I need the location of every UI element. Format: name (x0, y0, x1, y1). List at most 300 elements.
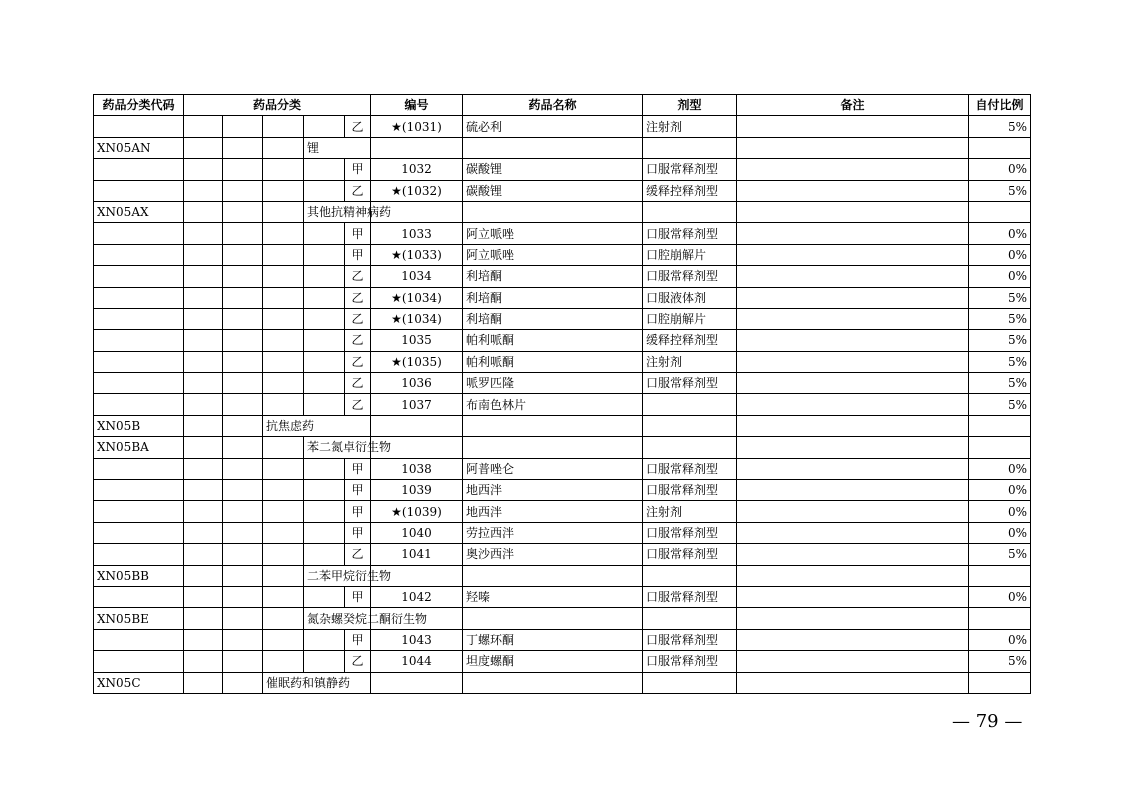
cell-copay (969, 415, 1031, 436)
cell-dosage-form: 口服液体剂 (643, 287, 737, 308)
cell-dosage-form (643, 201, 737, 222)
cell-grade: 乙 (345, 544, 371, 565)
cell-remark (737, 629, 969, 650)
cell-blank (304, 501, 345, 522)
cell-grade: 乙 (345, 308, 371, 329)
cell-drug-name: 羟嗪 (463, 586, 643, 607)
cell-blank (263, 116, 304, 137)
cell-blank (223, 180, 263, 201)
cell-dosage-form: 口腔崩解片 (643, 308, 737, 329)
cell-blank (263, 180, 304, 201)
cell-blank (263, 544, 304, 565)
cell-blank (263, 522, 304, 543)
cell-remark (737, 287, 969, 308)
cell-blank (223, 159, 263, 180)
cell-dosage-form: 口服常释剂型 (643, 266, 737, 287)
cell-number: 1044 (371, 651, 463, 672)
cell-blank (263, 351, 304, 372)
table-row (94, 351, 1031, 372)
cell-number: 1034 (371, 266, 463, 287)
cell-copay: 0% (969, 629, 1031, 650)
cell-blank (184, 586, 223, 607)
cell-blank (223, 672, 263, 693)
cell-blank (223, 586, 263, 607)
header-remark: 备注 (737, 95, 969, 116)
cell-number: ★(1039) (371, 501, 463, 522)
cell-grade: 甲 (345, 522, 371, 543)
cell-code: XN05BB (94, 565, 184, 586)
cell-blank (304, 159, 345, 180)
cell-dosage-form (643, 415, 737, 436)
cell-number: 1032 (371, 159, 463, 180)
cell-code: XN05BA (94, 437, 184, 458)
cell-blank (304, 394, 345, 415)
cell-drug-name (463, 565, 643, 586)
cell-copay (969, 137, 1031, 158)
cell-drug-name: 劳拉西泮 (463, 522, 643, 543)
cell-blank (223, 330, 263, 351)
cell-remark (737, 415, 969, 436)
cell-remark (737, 137, 969, 158)
header-number: 编号 (371, 95, 463, 116)
cell-copay (969, 437, 1031, 458)
table-row (94, 308, 1031, 329)
cell-number: 1035 (371, 330, 463, 351)
cell-dosage-form (643, 394, 737, 415)
cell-drug-name: 帕利哌酮 (463, 330, 643, 351)
cell-blank (304, 116, 345, 137)
cell-blank (184, 415, 223, 436)
table-row (94, 137, 1031, 158)
cell-blank (304, 351, 345, 372)
cell-blank (263, 458, 304, 479)
cell-copay (969, 608, 1031, 629)
cell-grade: 乙 (345, 180, 371, 201)
cell-copay: 0% (969, 223, 1031, 244)
cell-number: 1040 (371, 522, 463, 543)
cell-code (94, 244, 184, 265)
cell-copay: 5% (969, 373, 1031, 394)
cell-dosage-form: 缓释控释剂型 (643, 180, 737, 201)
cell-remark (737, 586, 969, 607)
cell-code (94, 544, 184, 565)
cell-blank (263, 137, 304, 158)
cell-drug-name: 阿普唑仑 (463, 458, 643, 479)
cell-blank (263, 201, 304, 222)
cell-drug-name: 布南色林片 (463, 394, 643, 415)
cell-code (94, 629, 184, 650)
cell-copay: 0% (969, 159, 1031, 180)
cell-grade: 乙 (345, 351, 371, 372)
cell-number: ★(1032) (371, 180, 463, 201)
cell-grade: 甲 (345, 586, 371, 607)
cell-grade: 甲 (345, 480, 371, 501)
table-row (94, 116, 1031, 137)
cell-remark (737, 672, 969, 693)
cell-category: 催眠药和镇静药 (263, 672, 371, 693)
cell-drug-name (463, 608, 643, 629)
cell-number (371, 137, 463, 158)
table-header-row (94, 95, 1031, 116)
cell-blank (304, 180, 345, 201)
cell-blank (184, 201, 223, 222)
cell-code (94, 287, 184, 308)
table-row (94, 672, 1031, 693)
cell-blank (184, 394, 223, 415)
cell-drug-name (463, 437, 643, 458)
cell-drug-name: 硫必利 (463, 116, 643, 137)
cell-code: XN05BE (94, 608, 184, 629)
cell-blank (184, 373, 223, 394)
cell-copay: 0% (969, 586, 1031, 607)
cell-blank (263, 629, 304, 650)
cell-blank (304, 373, 345, 394)
cell-drug-name (463, 415, 643, 436)
cell-blank (263, 394, 304, 415)
cell-blank (223, 287, 263, 308)
cell-copay: 0% (969, 501, 1031, 522)
cell-grade: 乙 (345, 394, 371, 415)
cell-blank (223, 116, 263, 137)
cell-drug-name: 碳酸锂 (463, 159, 643, 180)
cell-blank (304, 308, 345, 329)
table-row (94, 244, 1031, 265)
cell-blank (223, 458, 263, 479)
table-row (94, 180, 1031, 201)
cell-remark (737, 244, 969, 265)
table-row (94, 522, 1031, 543)
drug-table (93, 94, 1031, 694)
cell-grade: 乙 (345, 373, 371, 394)
cell-drug-name: 阿立哌唑 (463, 244, 643, 265)
cell-dosage-form: 口服常释剂型 (643, 586, 737, 607)
cell-category: 苯二氮卓衍生物 (304, 437, 371, 458)
cell-remark (737, 544, 969, 565)
cell-grade: 乙 (345, 266, 371, 287)
cell-blank (304, 287, 345, 308)
cell-blank (263, 308, 304, 329)
cell-copay: 5% (969, 287, 1031, 308)
cell-dosage-form: 口腔崩解片 (643, 244, 737, 265)
cell-remark (737, 501, 969, 522)
cell-remark (737, 116, 969, 137)
header-form: 剂型 (643, 95, 737, 116)
table-body (94, 116, 1031, 694)
cell-remark (737, 480, 969, 501)
table-row (94, 437, 1031, 458)
cell-blank (223, 544, 263, 565)
cell-dosage-form: 注射剂 (643, 501, 737, 522)
cell-grade: 甲 (345, 501, 371, 522)
cell-copay: 5% (969, 394, 1031, 415)
cell-dosage-form (643, 437, 737, 458)
cell-remark (737, 266, 969, 287)
table-row (94, 586, 1031, 607)
cell-category: 二苯甲烷衍生物 (304, 565, 371, 586)
cell-blank (304, 223, 345, 244)
table-row (94, 501, 1031, 522)
cell-remark (737, 351, 969, 372)
header-category: 药品分类 (184, 95, 371, 116)
cell-grade: 甲 (345, 159, 371, 180)
cell-drug-name (463, 137, 643, 158)
page-number: — 79 — (952, 711, 1023, 732)
cell-code (94, 480, 184, 501)
cell-code (94, 586, 184, 607)
cell-remark (737, 458, 969, 479)
cell-blank (304, 651, 345, 672)
cell-blank (263, 501, 304, 522)
cell-code: XN05AN (94, 137, 184, 158)
cell-blank (223, 522, 263, 543)
cell-code (94, 330, 184, 351)
cell-code (94, 223, 184, 244)
cell-blank (223, 480, 263, 501)
cell-remark (737, 565, 969, 586)
cell-blank (223, 394, 263, 415)
cell-blank (263, 373, 304, 394)
cell-blank (304, 330, 345, 351)
cell-blank (184, 223, 223, 244)
cell-blank (223, 244, 263, 265)
cell-blank (304, 522, 345, 543)
cell-grade: 乙 (345, 287, 371, 308)
cell-copay (969, 672, 1031, 693)
cell-blank (223, 266, 263, 287)
cell-category: 其他抗精神病药 (304, 201, 371, 222)
cell-number: 1037 (371, 394, 463, 415)
cell-number: 1043 (371, 629, 463, 650)
cell-blank (304, 629, 345, 650)
table-row (94, 629, 1031, 650)
cell-code: XN05B (94, 415, 184, 436)
cell-drug-name: 丁螺环酮 (463, 629, 643, 650)
cell-grade: 乙 (345, 330, 371, 351)
cell-dosage-form: 口服常释剂型 (643, 480, 737, 501)
header-name: 药品名称 (463, 95, 643, 116)
cell-blank (304, 544, 345, 565)
cell-blank (263, 565, 304, 586)
cell-blank (263, 608, 304, 629)
cell-code (94, 458, 184, 479)
table-row (94, 287, 1031, 308)
cell-blank (263, 244, 304, 265)
cell-blank (223, 501, 263, 522)
cell-blank (184, 266, 223, 287)
cell-remark (737, 522, 969, 543)
cell-drug-name: 地西泮 (463, 501, 643, 522)
cell-blank (184, 651, 223, 672)
cell-code (94, 159, 184, 180)
cell-number: ★(1034) (371, 308, 463, 329)
cell-dosage-form: 口服常释剂型 (643, 651, 737, 672)
cell-drug-name: 利培酮 (463, 308, 643, 329)
cell-drug-name: 哌罗匹隆 (463, 373, 643, 394)
cell-category: 氮杂螺癸烷二酮衍生物 (304, 608, 371, 629)
cell-number: ★(1033) (371, 244, 463, 265)
cell-blank (304, 480, 345, 501)
cell-blank (223, 223, 263, 244)
cell-copay: 5% (969, 544, 1031, 565)
cell-drug-name: 坦度螺酮 (463, 651, 643, 672)
cell-code (94, 266, 184, 287)
cell-blank (184, 287, 223, 308)
cell-number: 1042 (371, 586, 463, 607)
cell-number: ★(1035) (371, 351, 463, 372)
cell-remark (737, 223, 969, 244)
cell-blank (304, 244, 345, 265)
cell-remark (737, 201, 969, 222)
cell-copay: 5% (969, 308, 1031, 329)
table-row (94, 544, 1031, 565)
cell-grade: 乙 (345, 651, 371, 672)
cell-dosage-form: 口服常释剂型 (643, 373, 737, 394)
cell-drug-name (463, 201, 643, 222)
cell-blank (184, 159, 223, 180)
cell-grade: 甲 (345, 244, 371, 265)
cell-code (94, 308, 184, 329)
cell-remark (737, 180, 969, 201)
cell-copay: 5% (969, 330, 1031, 351)
cell-code (94, 501, 184, 522)
cell-copay: 5% (969, 651, 1031, 672)
cell-drug-name (463, 672, 643, 693)
cell-dosage-form: 口服常释剂型 (643, 522, 737, 543)
cell-blank (184, 244, 223, 265)
cell-grade: 甲 (345, 629, 371, 650)
cell-code: XN05C (94, 672, 184, 693)
cell-blank (263, 287, 304, 308)
cell-code (94, 651, 184, 672)
cell-code (94, 522, 184, 543)
table-row (94, 415, 1031, 436)
table-row (94, 565, 1031, 586)
cell-blank (223, 608, 263, 629)
cell-blank (223, 373, 263, 394)
cell-grade: 乙 (345, 116, 371, 137)
cell-remark (737, 373, 969, 394)
cell-blank (184, 565, 223, 586)
table-row (94, 480, 1031, 501)
cell-blank (184, 480, 223, 501)
cell-blank (263, 586, 304, 607)
cell-dosage-form (643, 137, 737, 158)
cell-copay: 5% (969, 116, 1031, 137)
cell-number (371, 415, 463, 436)
cell-blank (304, 586, 345, 607)
cell-dosage-form: 口服常释剂型 (643, 629, 737, 650)
table-row (94, 458, 1031, 479)
cell-dosage-form: 口服常释剂型 (643, 458, 737, 479)
cell-number: ★(1031) (371, 116, 463, 137)
table-row (94, 159, 1031, 180)
cell-blank (223, 308, 263, 329)
cell-blank (184, 180, 223, 201)
cell-number: 1033 (371, 223, 463, 244)
cell-blank (184, 458, 223, 479)
cell-drug-name: 利培酮 (463, 266, 643, 287)
cell-blank (184, 308, 223, 329)
table-row (94, 608, 1031, 629)
cell-blank (184, 501, 223, 522)
cell-blank (184, 608, 223, 629)
cell-remark (737, 330, 969, 351)
table-row (94, 201, 1031, 222)
cell-code (94, 373, 184, 394)
cell-blank (263, 480, 304, 501)
cell-code: XN05AX (94, 201, 184, 222)
cell-drug-name: 阿立哌唑 (463, 223, 643, 244)
cell-blank (263, 651, 304, 672)
cell-blank (184, 330, 223, 351)
cell-blank (223, 565, 263, 586)
cell-blank (263, 159, 304, 180)
cell-dosage-form: 缓释控释剂型 (643, 330, 737, 351)
cell-blank (184, 437, 223, 458)
cell-blank (223, 351, 263, 372)
cell-blank (263, 330, 304, 351)
cell-copay: 0% (969, 458, 1031, 479)
cell-code (94, 180, 184, 201)
cell-blank (263, 266, 304, 287)
cell-blank (223, 415, 263, 436)
cell-blank (184, 116, 223, 137)
cell-dosage-form: 口服常释剂型 (643, 544, 737, 565)
cell-number (371, 672, 463, 693)
cell-number: 1039 (371, 480, 463, 501)
cell-blank (223, 437, 263, 458)
cell-blank (223, 137, 263, 158)
cell-blank (184, 351, 223, 372)
cell-drug-name: 地西泮 (463, 480, 643, 501)
cell-number: 1036 (371, 373, 463, 394)
cell-code (94, 394, 184, 415)
header-copay: 自付比例 (969, 95, 1031, 116)
cell-copay: 0% (969, 244, 1031, 265)
cell-dosage-form: 注射剂 (643, 116, 737, 137)
cell-copay: 5% (969, 351, 1031, 372)
table-row (94, 651, 1031, 672)
cell-category: 锂 (304, 137, 371, 158)
cell-dosage-form: 口服常释剂型 (643, 223, 737, 244)
cell-dosage-form: 注射剂 (643, 351, 737, 372)
cell-grade: 甲 (345, 458, 371, 479)
cell-drug-name: 利培酮 (463, 287, 643, 308)
cell-drug-name: 碳酸锂 (463, 180, 643, 201)
cell-code (94, 116, 184, 137)
cell-dosage-form (643, 565, 737, 586)
table-row (94, 330, 1031, 351)
cell-dosage-form (643, 672, 737, 693)
cell-blank (184, 522, 223, 543)
cell-blank (184, 629, 223, 650)
cell-number: 1041 (371, 544, 463, 565)
cell-dosage-form: 口服常释剂型 (643, 159, 737, 180)
cell-blank (304, 266, 345, 287)
cell-blank (263, 223, 304, 244)
table-row (94, 223, 1031, 244)
cell-copay (969, 201, 1031, 222)
cell-blank (304, 458, 345, 479)
cell-category: 抗焦虑药 (263, 415, 371, 436)
cell-blank (184, 672, 223, 693)
cell-copay: 0% (969, 480, 1031, 501)
cell-blank (184, 137, 223, 158)
cell-drug-name: 帕利哌酮 (463, 351, 643, 372)
cell-remark (737, 651, 969, 672)
cell-remark (737, 608, 969, 629)
cell-remark (737, 394, 969, 415)
